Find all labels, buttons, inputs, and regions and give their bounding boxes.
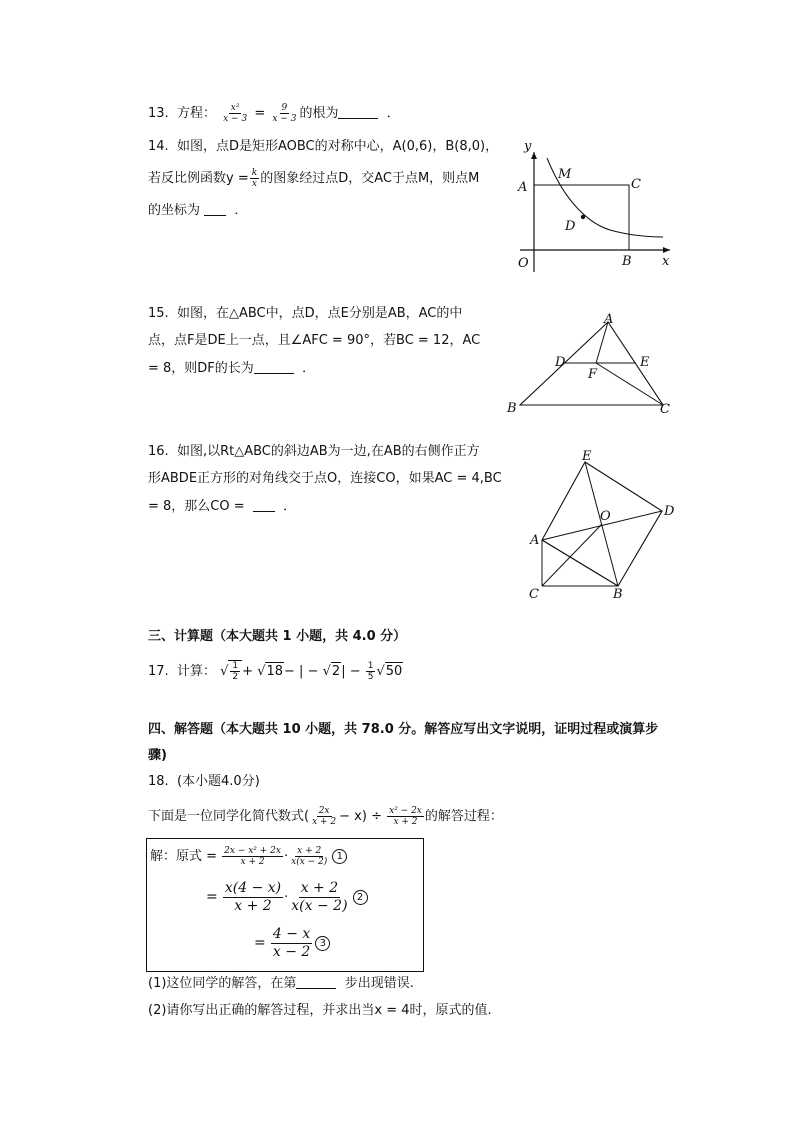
question-text: 若反比例函数y =: [148, 171, 249, 186]
fraction-lhs: $\frac{\text{x²}}{x - 3}$: [223, 103, 248, 124]
solution-step-2: [206, 880, 368, 915]
question-text: 下面是一位同学化简代数式(: [148, 809, 310, 824]
question-18-header: [148, 773, 260, 791]
abs-close: | −: [341, 664, 361, 679]
answer-blank: [204, 203, 226, 216]
question-text: 步出现错误.: [344, 976, 414, 991]
fraction-one-half: $\frac{1}{2}$: [232, 661, 239, 682]
question-15-line-2: [148, 332, 480, 350]
label-d: D: [555, 355, 566, 370]
solution-step-1: [150, 846, 347, 867]
solution-label: 解：原式 =: [150, 849, 218, 864]
question-18-part-2: (2)请你写出正确的解答过程，并求出当x = 4时，原式的值.: [148, 1003, 492, 1018]
question-number: 17.: [148, 664, 169, 679]
sqrt-50: √50: [376, 664, 403, 679]
question-14-line-2: [148, 168, 479, 189]
question-text: 形ABDE正方形的对角线交于点O，连接CO，如果AC = 4,BC: [148, 471, 502, 486]
sqrt-2: √2: [322, 664, 341, 679]
equals-sign: =: [254, 106, 266, 121]
fraction-step-2b: $\frac{x + 2}{x(x - 2)}$: [291, 880, 348, 914]
section-4-heading-cont: 骤): [148, 748, 167, 763]
point-d: [581, 215, 585, 219]
period: ．: [283, 499, 297, 514]
question-14-line-1: [148, 138, 498, 156]
label-b: B: [613, 587, 623, 602]
label-c: C: [529, 587, 539, 602]
period: ．: [386, 106, 400, 121]
fraction-one-fifth: $\frac{1}{5}$: [367, 661, 374, 682]
plus-sign: +: [242, 664, 254, 679]
question-16-line-3: [148, 498, 296, 516]
period: ．: [234, 203, 248, 218]
sqrt-half: √ $\frac{1}{2}$: [220, 664, 242, 679]
fraction-step-2a: $\frac{x(4 - x)}{x + 2}$: [224, 880, 282, 914]
figure-q14: [510, 140, 680, 275]
fraction-rhs: $\frac{9}{x - 3}$: [272, 103, 297, 124]
question-text: 计算：: [176, 664, 216, 679]
question-16-line-2: [148, 470, 502, 488]
fraction-k-over-x: $\frac{k}{x}$: [251, 168, 258, 189]
question-score: (本小题4.0分): [176, 774, 260, 789]
solution-step-3: [254, 926, 330, 961]
sqrt-18: √18: [257, 664, 284, 679]
label-o: O: [518, 256, 529, 271]
y-axis-arrow: [531, 152, 537, 159]
x-axis-arrow: [663, 247, 670, 253]
step-marker-1: 1: [332, 849, 347, 864]
section-4-heading: 四、解答题（本大题共 10 小题，共 78.0 分。解答应写出文字说明，证明过程或演算步: [148, 722, 659, 737]
label-c: C: [660, 402, 670, 417]
section-3-heading: 三、计算题（本大题共 1 小题，共 4.0 分）: [148, 629, 407, 644]
equals-sign: =: [206, 889, 218, 905]
label-b: B: [622, 254, 632, 269]
answer-blank: [253, 499, 275, 512]
question-text: (1)这位同学的解答，在第: [148, 976, 297, 991]
step-marker-2: 2: [353, 890, 368, 905]
dot-operator: ·: [283, 849, 289, 864]
label-y: y: [524, 140, 532, 154]
question-18-part-1: [148, 975, 414, 993]
answer-blank: [338, 106, 378, 119]
label-c: C: [631, 177, 641, 192]
label-a: A: [604, 312, 614, 327]
label-e: E: [640, 355, 650, 370]
segment-co: [542, 524, 602, 586]
fraction-2x-over-x-plus-2: $\frac{2x}{x + 2}$: [312, 806, 337, 827]
label-m: M: [558, 167, 572, 182]
equals-sign: =: [254, 935, 266, 951]
question-text: 如图，点D是矩形AOBC的对称中心，A(0,6)，B(8,0)，: [176, 139, 499, 154]
question-18-intro: [148, 806, 503, 827]
label-f: F: [588, 367, 598, 382]
fraction-step-3: $\frac{4 - x}{x - 2}$: [272, 926, 311, 960]
question-16-line-1: [148, 443, 480, 461]
question-text: 如图，在△ABC中，点D，点E分别是AB，AC的中: [176, 306, 463, 321]
question-number: 16.: [148, 444, 169, 459]
label-o: O: [600, 509, 611, 524]
label-a: A: [518, 180, 528, 195]
question-number: 15.: [148, 306, 169, 321]
answer-blank: [296, 976, 336, 989]
question-number: 14.: [148, 139, 169, 154]
answer-blank: [254, 361, 294, 374]
label-a: A: [530, 533, 540, 548]
question-14-line-3: [148, 202, 247, 220]
abs-open: − | −: [284, 664, 319, 679]
question-15-line-1: [148, 305, 462, 323]
question-text: 的坐标为: [148, 203, 201, 218]
figure-q15: [500, 310, 685, 420]
figure-q16: [520, 448, 685, 603]
question-13: [148, 103, 400, 124]
question-text: = 8，那么CO =: [148, 499, 245, 514]
question-text: − x) ÷: [339, 809, 382, 824]
fraction-x2-minus-2x-over-x-plus-2: $\frac{\text{x² − 2x}}{x + 2}$: [389, 806, 422, 827]
question-number: 18.: [148, 774, 169, 789]
question-text: 如图,以Rt△ABC的斜边AB为一边,在AB的右侧作正方: [176, 444, 480, 459]
question-text: 的解答过程：: [424, 809, 503, 824]
fraction-step-1b: $\frac{x + 2}{x(x - 2)}$: [291, 846, 328, 867]
question-17: [148, 660, 403, 682]
step-marker-3: 3: [315, 936, 330, 951]
question-text: = 8，则DF的长为: [148, 361, 254, 376]
dot-operator: ·: [284, 890, 289, 905]
label-d: D: [664, 504, 675, 519]
label-e: E: [582, 449, 592, 464]
label-x: x: [662, 254, 670, 269]
question-text: 点，点F是DE上一点，且∠AFC = 90°，若BC = 12，AC: [148, 333, 481, 348]
fraction-step-1a: $\frac{\text{2x − x² + 2x}}{x + 2}$: [224, 846, 281, 867]
label-d: D: [565, 219, 576, 234]
segment-fc: [596, 363, 663, 405]
question-text: 的图象经过点D，交AC于点M，则点M: [260, 171, 480, 186]
question-15-line-3: [148, 360, 315, 378]
question-text: 方程：: [176, 106, 216, 121]
period: ．: [302, 361, 316, 376]
label-b: B: [507, 401, 517, 416]
question-number: 13.: [148, 106, 169, 121]
question-text: 的根为: [299, 106, 339, 121]
